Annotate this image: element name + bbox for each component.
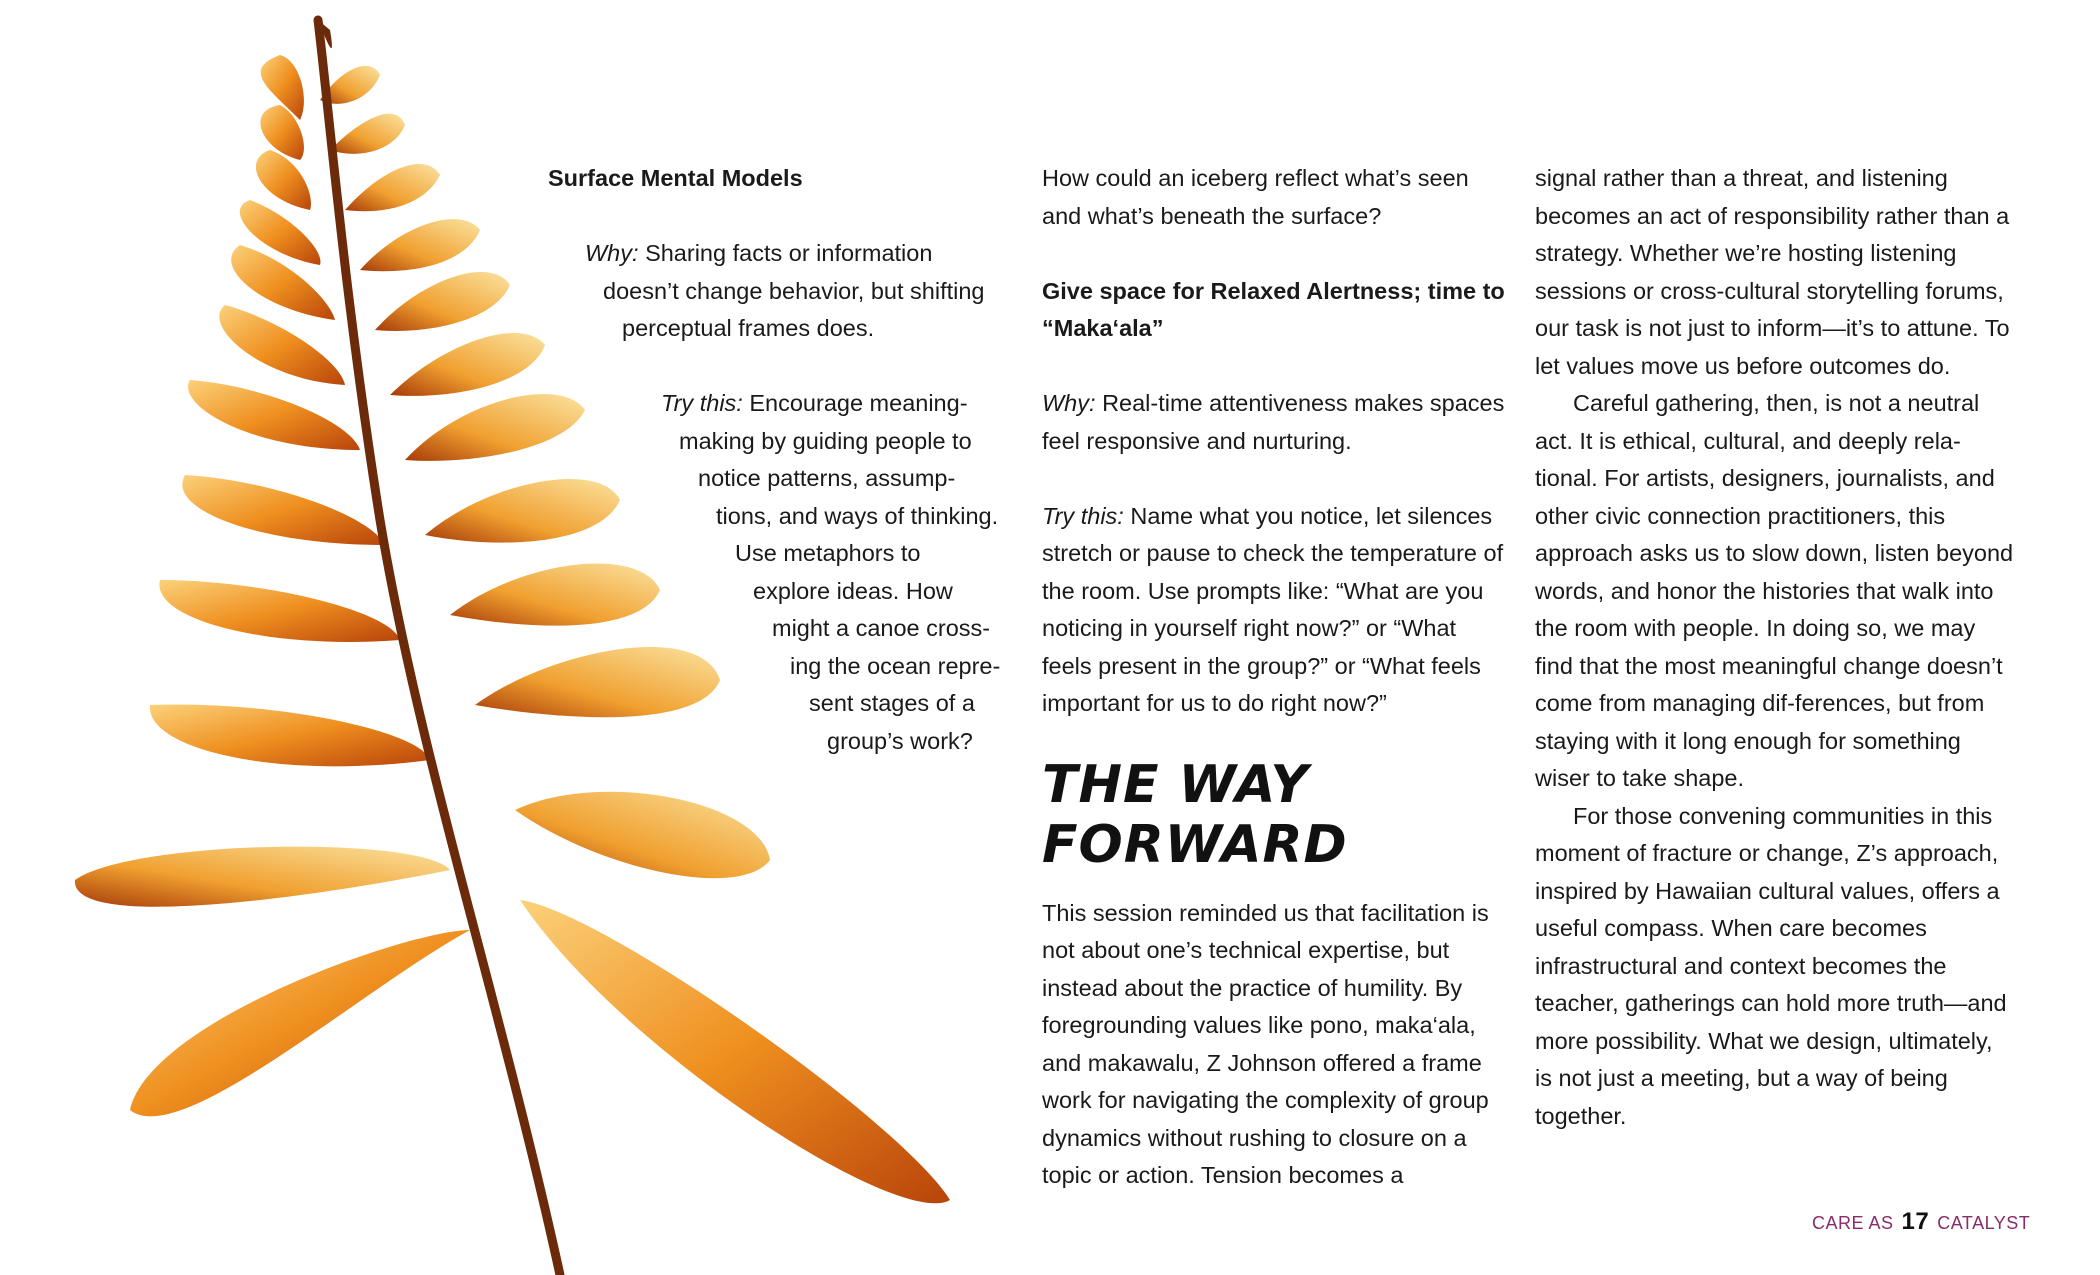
try-paragraph: Try this: Name what you notice, let silences stretch or pause to check the temperature of the room. Use prompts like: “What are you noticing in yourself right now?” or “What feels present in the group?” or “What feels important for us to do right now?” (1042, 502, 1504, 716)
section-title-the-way-forward: THE WAY FORWARD (1042, 754, 1348, 875)
body-paragraph: This session reminded us that facilitation is not about one’s technical expertise, but instead about the practice of humility. By foregrounding values like pono, maka‘ala, and makawalu, Z Johnson offered a frame work for navigating the complexity of group dynamics without rushing to closure on a topic or action. Tension becomes a (1042, 899, 1489, 1188)
subheading-relaxed-alertness: Give space for Relaxed Alertness; time to “Maka‘ala” (1042, 277, 1505, 341)
footer-right-label: CATALYST (1937, 1213, 2031, 1233)
why-paragraph: Why: Real-time attentiveness makes spaces feel responsive and nurturing. (1042, 390, 1505, 454)
page-number: 17 (1901, 1208, 1930, 1235)
why-paragraph: Why: Sharing facts or information doesn’t change behavior, but shifting perceptual frames does. (585, 240, 985, 341)
section-heading: Surface Mental Models (548, 165, 803, 191)
body-paragraph: Careful gathering, then, is not a neutral act. It is ethical, cultural, and deeply rela-tional. For artists, designers, journalists, and other civic connection practitioners, this approach asks us to slow down, listen beyond words, and honor the histories that walk into the room with people. In doing so, we may find that the most meaningful change doesn’t come from managing dif-ferences, but from staying with it long enough for something wiser to take shape. (1535, 390, 2014, 791)
column-surface-mental-models (548, 160, 1008, 760)
iceberg-question: How could an iceberg reflect what’s seen and what’s beneath the surface? (1042, 165, 1469, 229)
page-footer (1812, 1208, 2030, 1236)
body-paragraph: For those convening communities in this moment of fracture or change, Z’s approach, inspired by Hawaiian cultural values, offers a useful compass. When care becomes infrastructural and context becomes the teacher, gatherings can hold more truth—and more possibility. What we design, ultimately, is not just a meeting, but a way of being together. (1535, 802, 2007, 1129)
footer-left-label: CARE AS (1812, 1213, 1894, 1233)
body-paragraph: signal rather than a threat, and listening becomes an act of responsibility rather than a strategy. Whether we’re hosting listening sessions or cross-cultural storytelling forums, our task is not just to inform—it’s to attune. To let values move us before outcomes do. (1535, 165, 2010, 379)
column-conclusion (1535, 160, 2015, 1135)
column-relaxed-alertness (1042, 160, 1512, 1195)
try-paragraph: Try this: Encourage meaning- making by guiding people to notice patterns, assump- tions, and ways of thinking. Use metaphors to explore ideas. How might a canoe cross- ing the ocean repre- sent stages of a group’s work? (661, 390, 1001, 754)
